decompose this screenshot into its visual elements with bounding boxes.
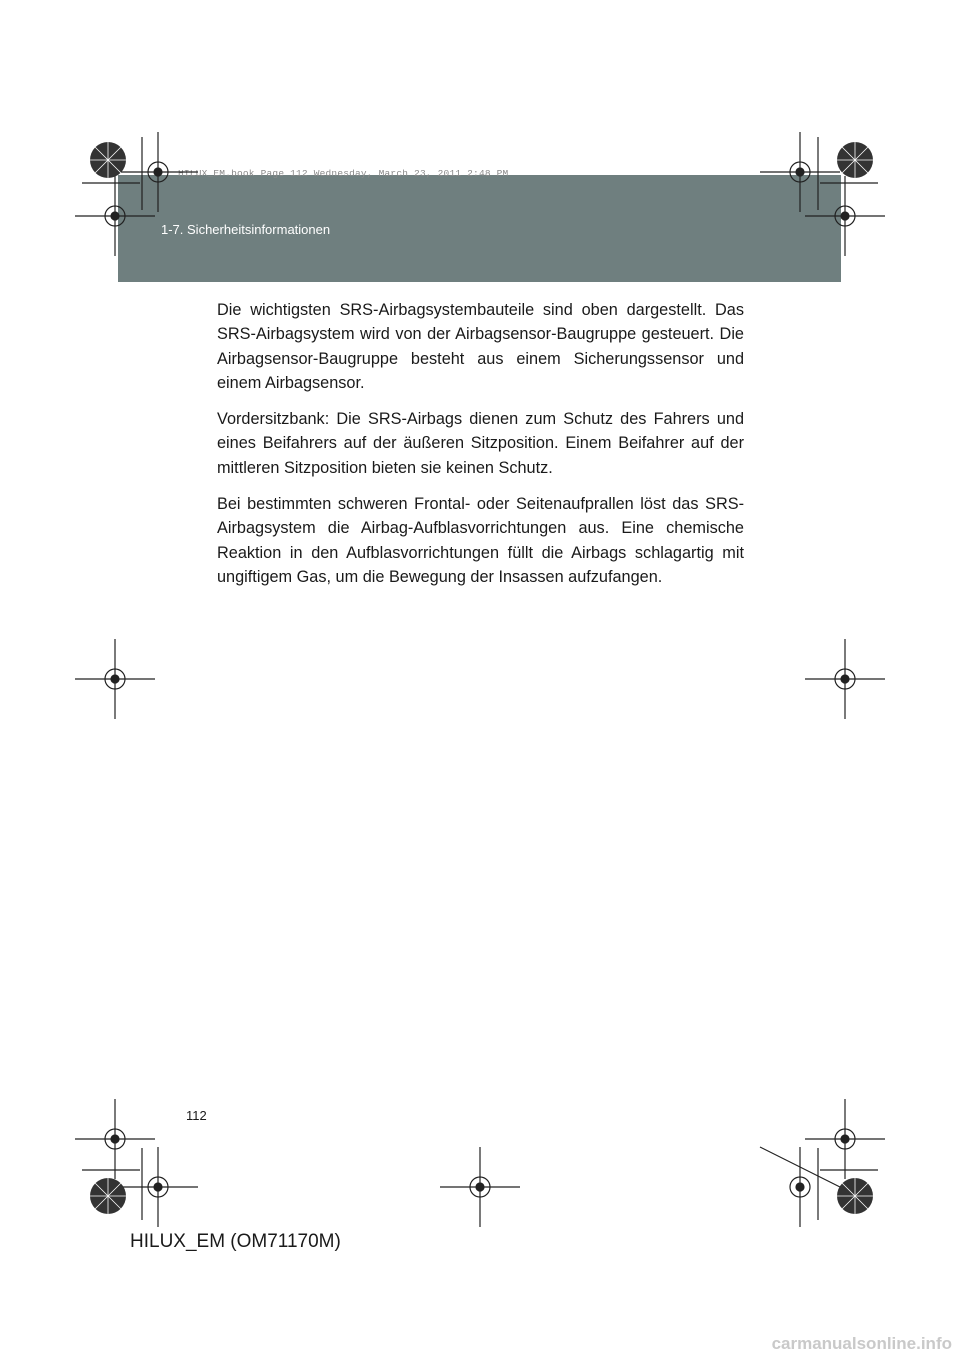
star-target-icon — [837, 142, 873, 178]
print-stamp: HILUX_EM.book Page 112 Wednesday, March 23, 2011 2:48 PM — [178, 168, 509, 179]
registration-target-icon — [75, 176, 155, 256]
registration-target-icon — [75, 1099, 155, 1179]
paragraph: Vordersitzbank: Die SRS-Airbags dienen zum Schutz des Fahrers und eines Beifahrers auf der äußeren Sitzposition. Einem Beifahrer auf der mittleren Sitzposition bieten sie keinen Schutz. — [217, 410, 744, 477]
star-target-icon — [837, 1178, 873, 1214]
document-code: HILUX_EM (OM71170M) — [130, 1231, 341, 1252]
registration-target-icon — [440, 1147, 520, 1227]
registration-target-icon — [118, 132, 198, 212]
registration-target-icon — [760, 132, 840, 212]
body-text — [217, 298, 744, 601]
registration-target-icon — [805, 176, 885, 256]
registration-target-icon — [805, 1099, 885, 1179]
watermark[interactable]: carmanualsonline.info — [771, 1334, 952, 1353]
star-target-icon — [90, 142, 126, 178]
registration-target-icon — [75, 639, 155, 719]
registration-target-icon — [805, 639, 885, 719]
registration-target-icon — [118, 1147, 198, 1227]
registration-target-icon — [760, 1147, 840, 1227]
paragraph: Die wichtigsten SRS-Airbagsystembauteile sind oben dargestellt. Das SRS-Airbagsystem wird von der Airbagsensor-Baugruppe gesteuert. Die Airbagsensor-Baugruppe besteht aus einem Sicherungssensor und einem Airbagsensor. — [217, 301, 744, 392]
paragraph: Bei bestimmten schweren Frontal- oder Seitenaufprallen löst das SRS-Airbagsystem die Airbag-Aufblasvorrichtungen aus. Eine chemische Reaktion in den Aufblasvorrichtungen füllt die Airbags schlagartig mit ungiftigem Gas, um die Bewegung der Insassen aufzufangen. — [217, 495, 744, 586]
star-target-icon — [90, 1178, 126, 1214]
page-number: 112 — [186, 1108, 207, 1123]
section-title: 1-7. Sicherheitsinformationen — [161, 222, 331, 237]
